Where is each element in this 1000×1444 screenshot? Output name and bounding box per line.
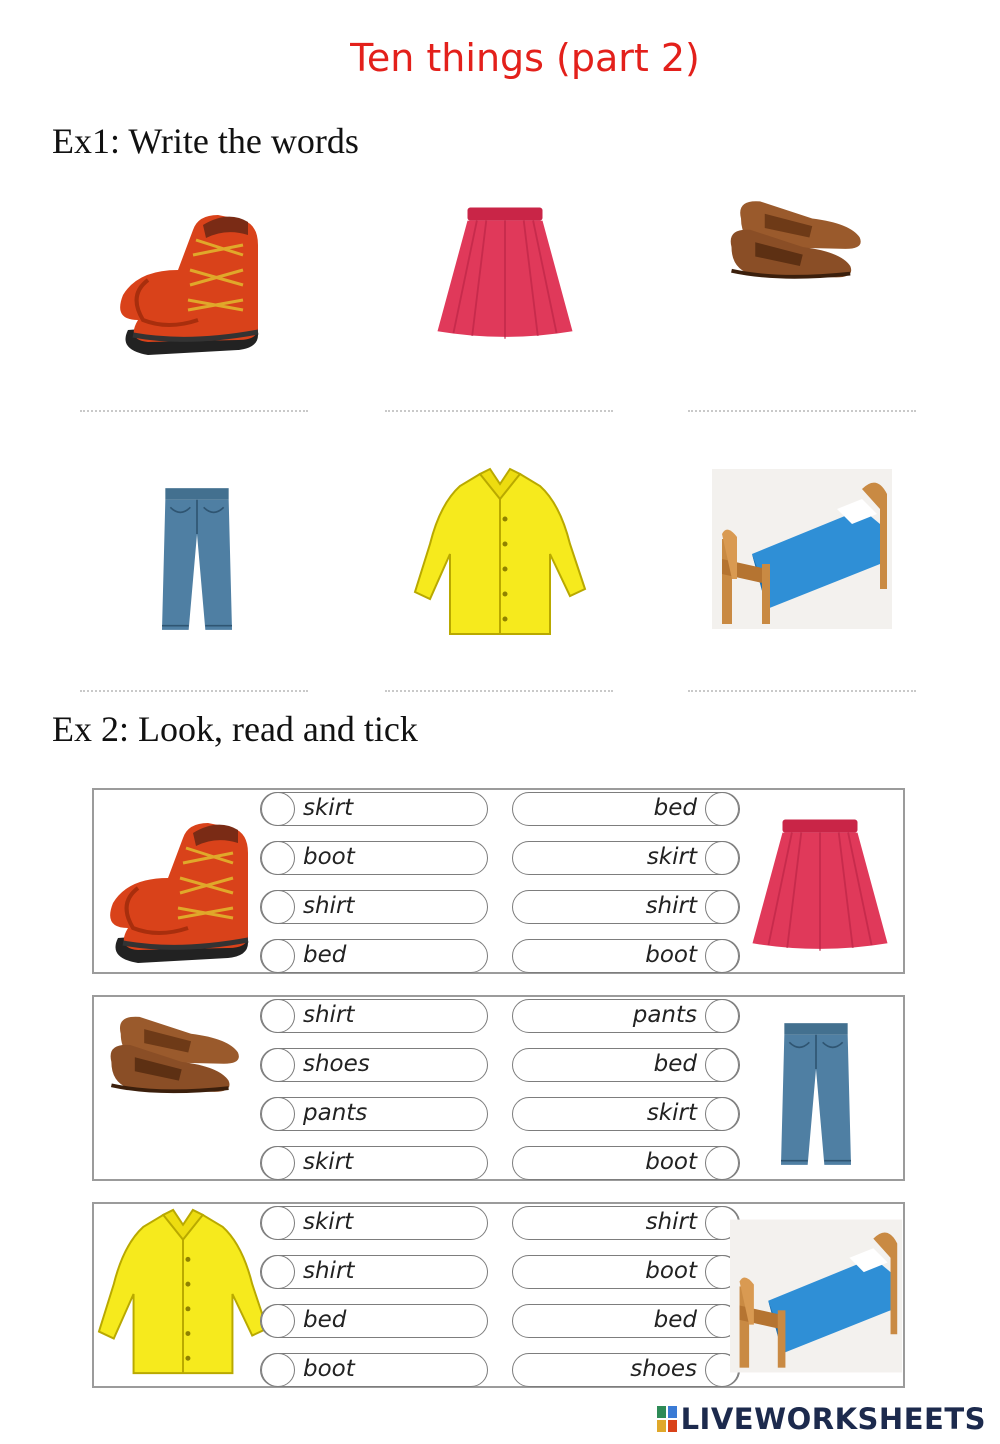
option-right [512,890,740,924]
tick-circle[interactable] [261,999,295,1033]
option-left [260,999,488,1033]
option-label: bed [653,795,697,821]
tick-circle[interactable] [261,1353,295,1387]
ex1-answer-line[interactable] [688,690,916,692]
boot-icon [108,200,268,360]
option-left [260,1146,488,1180]
tick-circle[interactable] [261,1048,295,1082]
option-left [260,841,488,875]
option-label: shirt [303,1002,355,1028]
option-label: bed [653,1051,697,1077]
option-left [260,890,488,924]
ex1-answer-line[interactable] [80,410,308,412]
option-label: pants [303,1100,368,1126]
option-left [260,939,488,973]
tick-circle[interactable] [261,1206,295,1240]
option-label: shoes [303,1051,370,1077]
option-label: skirt [303,795,354,821]
ex1-answer-line[interactable] [80,690,308,692]
option-left [260,1097,488,1131]
bed-icon [712,468,892,630]
tick-circle[interactable] [261,841,295,875]
option-label: boot [645,1149,697,1175]
option-right [512,841,740,875]
option-label: pants [632,1002,697,1028]
tick-circle[interactable] [705,1146,739,1180]
option-label: bed [303,1307,347,1333]
option-left [260,1304,488,1338]
shirt-icon [94,1204,272,1384]
option-label: skirt [646,1100,697,1126]
option-label: skirt [646,844,697,870]
option-right [512,1304,740,1338]
ex2-heading: Ex 2: Look, read and tick [52,709,418,749]
option-right [512,792,740,826]
tick-circle[interactable] [261,1146,295,1180]
option-left [260,1255,488,1289]
shoes-icon [102,1005,252,1100]
ex1-answer-line[interactable] [385,690,613,692]
option-right [512,1255,740,1289]
tick-circle[interactable] [705,1048,739,1082]
option-left [260,1353,488,1387]
option-label: shoes [630,1356,697,1382]
tick-circle[interactable] [705,1097,739,1131]
shirt-icon [410,464,590,644]
option-label: skirt [303,1209,354,1235]
tick-circle[interactable] [261,1304,295,1338]
option-right [512,1048,740,1082]
option-right [512,1097,740,1131]
ex2-panel [92,995,905,1181]
tick-circle[interactable] [705,939,739,973]
tick-circle[interactable] [705,841,739,875]
option-left [260,1206,488,1240]
option-right [512,1353,740,1387]
option-left [260,792,488,826]
ex1-answer-line[interactable] [688,410,916,412]
option-label: boot [303,844,355,870]
option-right [512,1206,740,1240]
ex2-panel [92,1202,905,1388]
shoes-icon [722,190,874,285]
option-label: shirt [303,1258,355,1284]
option-right [512,999,740,1033]
option-label: bed [303,942,347,968]
boot-icon [98,808,258,968]
tick-circle[interactable] [261,792,295,826]
option-label: skirt [303,1149,354,1175]
option-left [260,1048,488,1082]
option-label: boot [645,1258,697,1284]
bed-icon [730,1216,902,1376]
tick-circle[interactable] [705,890,739,924]
option-right [512,939,740,973]
pants-icon [774,1019,858,1169]
skirt-icon [425,200,585,350]
option-label: shirt [645,1209,697,1235]
pants-icon [152,484,242,634]
option-label: bed [653,1307,697,1333]
option-right [512,1146,740,1180]
liveworksheets-logo-icon [657,1406,677,1432]
ex1-answer-line[interactable] [385,410,613,412]
page-title: Ten things (part 2) [350,36,700,80]
option-label: boot [303,1356,355,1382]
option-label: boot [645,942,697,968]
brand-logo [657,1402,986,1436]
skirt-icon [740,812,900,962]
tick-circle[interactable] [705,999,739,1033]
tick-circle[interactable] [261,1255,295,1289]
tick-circle[interactable] [261,890,295,924]
option-label: shirt [303,893,355,919]
brand-name: LIVEWORKSHEETS [680,1402,986,1436]
ex2-panel [92,788,905,974]
tick-circle[interactable] [705,792,739,826]
tick-circle[interactable] [261,939,295,973]
option-label: shirt [645,893,697,919]
tick-circle[interactable] [261,1097,295,1131]
ex1-heading: Ex1: Write the words [52,121,359,161]
